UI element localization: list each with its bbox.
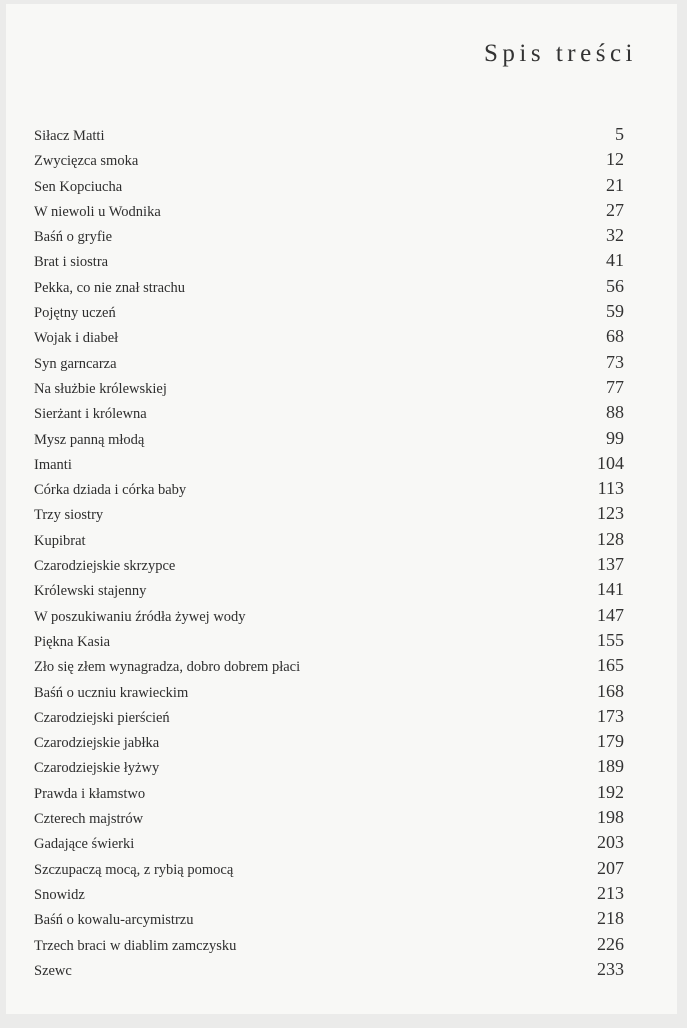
entry-page-number: 168: [597, 680, 624, 701]
entry-title: Mysz panną młodą: [34, 431, 145, 448]
entry-title: Trzy siostry: [34, 507, 104, 524]
entry-title: Kupibrat: [34, 532, 86, 549]
toc-entry: [34, 375, 624, 400]
toc-entry: [34, 122, 624, 147]
entry-title: Zło się złem wynagradza, dobro dobrem płaci: [34, 659, 301, 676]
toc-entry: [34, 248, 624, 273]
entry-page-number: 198: [597, 807, 624, 828]
toc-entry: [34, 881, 624, 906]
entry-title: Czarodziejskie łyżwy: [34, 760, 160, 777]
entry-page-number: 147: [597, 604, 624, 625]
entry-page-number: 128: [597, 528, 624, 549]
entry-page-number: 137: [597, 554, 624, 575]
entry-page-number: 5: [615, 124, 624, 144]
entry-page-number: 27: [606, 199, 624, 220]
entry-title: Pekka, co nie znał strachu: [34, 279, 185, 296]
toc-entry: [34, 932, 624, 957]
toc-entry: [34, 628, 624, 653]
entry-page-number: 189: [597, 756, 624, 777]
toc-entry: [34, 198, 624, 223]
entry-title: W poszukiwaniu źródła żywej wody: [34, 608, 246, 625]
toc-entry: [34, 754, 624, 779]
entry-title: Trzech braci w diablim zamczysku: [34, 937, 237, 954]
entry-page-number: 68: [606, 326, 624, 347]
toc-entry: [34, 577, 624, 602]
entry-page-number: 56: [606, 275, 624, 296]
toc-entry: [34, 223, 624, 248]
entry-page-number: 21: [606, 174, 624, 195]
toc-entry: [34, 350, 624, 375]
toc-entry: [34, 324, 624, 349]
entry-page-number: 59: [606, 301, 624, 322]
toc-entry: [34, 476, 624, 501]
entry-title: Czarodziejskie jabłka: [34, 735, 160, 752]
table-of-contents: [34, 122, 624, 982]
entry-page-number: 99: [606, 427, 624, 448]
toc-entry: [34, 805, 624, 830]
entry-title: Pojętny uczeń: [34, 305, 116, 322]
entry-title: Na służbie królewskiej: [34, 380, 167, 397]
entry-page-number: 113: [597, 478, 624, 499]
entry-title: Syn garncarza: [34, 355, 117, 372]
entry-title: Sen Kopciucha: [34, 178, 123, 195]
toc-entry: [34, 906, 624, 931]
page-title: Spis treści: [484, 40, 637, 67]
entry-title: Czarodziejskie skrzypce: [34, 558, 176, 575]
entry-page-number: 207: [597, 857, 624, 878]
toc-entry: [34, 603, 624, 628]
toc-entry: [34, 780, 624, 805]
entry-page-number: 77: [606, 376, 624, 397]
entry-page-number: 226: [597, 933, 624, 954]
toc-entry: [34, 704, 624, 729]
entry-title: Szewc: [34, 962, 72, 979]
toc-entry: [34, 856, 624, 881]
toc-entry: [34, 173, 624, 198]
toc-entry: [34, 679, 624, 704]
toc-entry: [34, 299, 624, 324]
entry-title: Gadające świerki: [34, 836, 135, 853]
entry-title: Córka dziada i córka baby: [34, 482, 187, 499]
entry-page-number: 104: [597, 452, 624, 473]
entry-title: Czarodziejski pierścień: [34, 709, 170, 726]
entry-title: Baśń o uczniu krawieckim: [34, 684, 189, 701]
entry-title: Piękna Kasia: [34, 633, 111, 650]
entry-page-number: 203: [597, 832, 624, 853]
toc-entry: [34, 653, 624, 678]
entry-page-number: 173: [597, 705, 624, 726]
entry-title: Baśń o kowalu-arcymistrzu: [34, 912, 194, 929]
entry-title: Prawda i kłamstwo: [34, 785, 146, 802]
toc-entry: [34, 274, 624, 299]
entry-page-number: 155: [597, 629, 624, 650]
entry-page-number: 32: [606, 225, 624, 246]
entry-page-number: 12: [606, 149, 624, 170]
entry-title: Szczupaczą mocą, z rybią pomocą: [34, 861, 234, 878]
entry-title: Czterech majstrów: [34, 811, 144, 828]
entry-page-number: 73: [606, 351, 624, 372]
entry-title: Brat i siostra: [34, 254, 109, 271]
entry-title: Baśń o gryfie: [34, 229, 113, 246]
entry-page-number: 233: [597, 958, 624, 979]
entry-title: Królewski stajenny: [34, 583, 147, 600]
toc-entry: [34, 501, 624, 526]
toc-entry: [34, 426, 624, 451]
toc-entry: [34, 147, 624, 172]
toc-entry: [34, 830, 624, 855]
entry-page-number: 218: [597, 908, 624, 929]
toc-entry: [34, 527, 624, 552]
book-page: [6, 4, 677, 1014]
entry-page-number: 165: [597, 655, 624, 676]
entry-title: Zwycięzca smoka: [34, 153, 139, 170]
toc-entry: [34, 957, 624, 982]
entry-page-number: 192: [597, 781, 624, 802]
toc-entry: [34, 451, 624, 476]
entry-page-number: 88: [606, 402, 624, 423]
entry-title: Wojak i diabeł: [34, 330, 119, 347]
entry-title: W niewoli u Wodnika: [34, 203, 161, 220]
toc-entry: [34, 400, 624, 425]
toc-entry: [34, 729, 624, 754]
entry-page-number: 123: [597, 503, 624, 524]
entry-page-number: 41: [606, 250, 624, 271]
toc-entry: [34, 552, 624, 577]
entry-title: Imanti: [34, 456, 72, 473]
entry-page-number: 141: [597, 579, 624, 600]
entry-page-number: 179: [597, 731, 624, 752]
entry-title: Siłacz Matti: [34, 128, 105, 144]
entry-page-number: 213: [597, 882, 624, 903]
entry-title: Snowidz: [34, 886, 85, 903]
entry-title: Sierżant i królewna: [34, 406, 147, 423]
